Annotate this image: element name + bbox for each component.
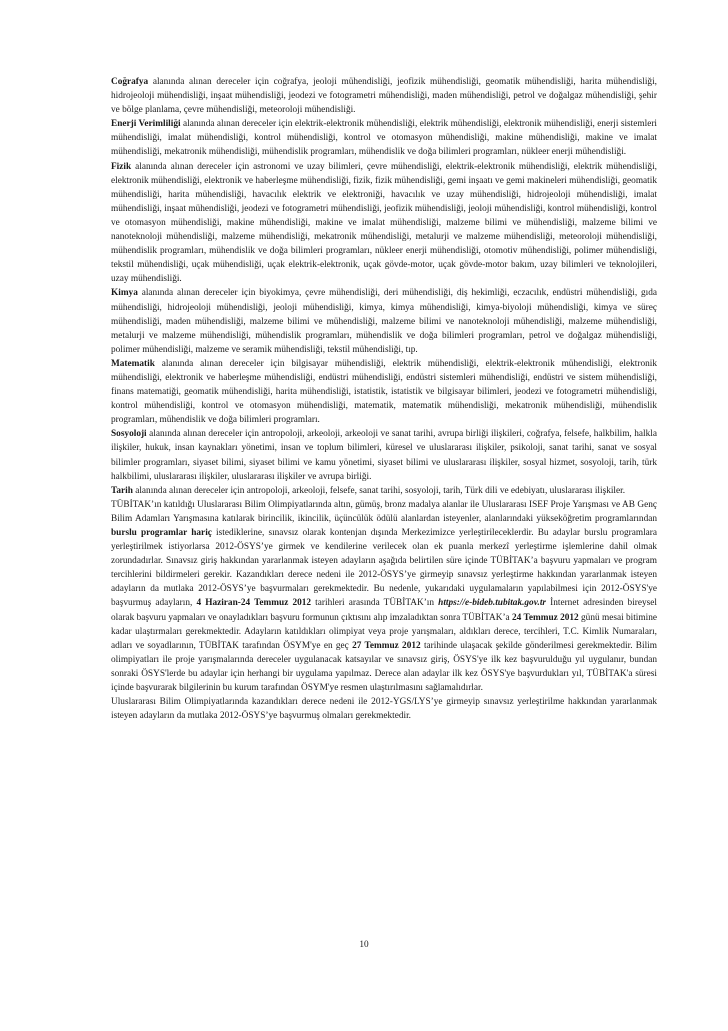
olympiad-text-3: tarihleri arasında TÜBİTAK’ın	[311, 598, 439, 609]
field-paragraph-cografya	[111, 75, 657, 117]
tubitak-url-link[interactable]: https://e-bideb.tubitak.gov.tr	[438, 598, 547, 609]
final-paragraph: Uluslararası Bilim Olimpiyatlarında kazandıkları derece nedeni ile 2012-YGS/LYS’ye girmeyip sınavsız yerleştirilme hakkından yararlanmak isteyen adayların da mutlaka 2012-ÖSYS’ye başvurmuş olmaları gerekmektedir.	[111, 697, 657, 722]
field-term: Tarih	[111, 485, 133, 496]
field-term: Kimya	[111, 288, 138, 299]
field-text: alanında alınan dereceler için biyokimya, çevre mühendisliği, deri mühendisliği, diş hekimliği, eczacılık, endüstri mühendisliği, gıda mühendisliği, hidrojeoloji mühendisliği, jeoloji mühendisliği, kimya, kimya mühendisliği, kimya-biyoloji mühendisliği, kimya ve süreç mühendisliği, maden mühendisliği, malzeme bilimi ve mühendisliği, malzeme bilimi ve nanoteknoloji mühendisliği, malzeme mühendisliği, metalurji ve malzeme mühendisliği, mühendislik programları, mühendislik ve doğa bilimleri programları, petrol ve doğalgaz mühendisliği, polimer mühendisliği, malzeme ve seramik mühendisliği, tekstil mühendisliği, tıp.	[111, 288, 657, 355]
field-term: Coğrafya	[111, 77, 149, 87]
field-text: alanında alınan dereceler için coğrafya, jeoloji mühendisliği, jeofizik mühendisliği, geomatik mühendisliği, harita mühendisliği, hidrojeoloji mühendisliği, inşaat mühendisliği, jeodezi ve fotogrametri mühendisliği, maden mühendisliği, petrol ve doğalgaz mühendisliği, şehir ve bölge planlama, çevre mühendisliği, meteoroloji mühendisliği.	[111, 77, 657, 116]
field-text: alanında alınan dereceler için astronomi ve uzay bilimleri, çevre mühendisliği, elektrik-elektronik mühendisliği, elektrik mühendisliği, elektronik mühendisliği, elektronik ve haberleşme mühendisliği, fizik, fizik mühendisliği, gemi inşaatı ve gemi makineleri mühendisliği, geomatik mühendisliği, harita mühendisliği, havacılık elektrik ve elektroniği, havacılık ve uzay mühendisliği, hidrojeoloji mühendisliği, imalat mühendisliği, inşaat mühendisliği, jeodezi ve fotogrametri mühendisliği, jeofizik mühendisliği, jeoloji mühendisliği, kontrol mühendisliği, kontrol ve otomasyon mühendisliği, makine mühendisliği, makine ve imalat mühendisliği, malzeme bilimi ve mühendisliği, malzeme bilimi ve nanoteknoloji mühendisliği, malzeme mühendisliği, mekatronik mühendisliği, metalurji ve malzeme mühendisliği, meteoroloji mühendisliği, mühendislik programları, mühendislik ve doğa bilimleri programları, nükleer enerji mühendisliği, otomotiv mühendisliği, polimer mühendisliği, tekstil mühendisliği, uçak mühendisliği, uçak elektrik-elektronik, uçak gövde-motor, uçak gövde-motor bakım, uzay bilimleri ve teknolojileri, uzay mühendisliği.	[111, 161, 657, 285]
field-paragraph-tarih	[111, 484, 657, 498]
field-paragraph-kimya	[111, 286, 657, 356]
olympiad-bold-deadline: 24 Temmuz 2012	[512, 612, 579, 623]
field-term: Matematik	[111, 358, 155, 369]
olympiad-text-1: TÜBİTAK’ın katıldığı Uluslararası Bilim Olimpiyatlarında altın, gümüş, bronz madalya alanlar ile Uluslararası ISEF Proje Yarışması ve AB Genç Bilim Adamları Yarışmasına katılarak birincilik, ikincilik, üçüncülük ödülü alanlardan isteyenler, alanlarındaki yükseköğretim programlarından	[111, 499, 657, 524]
olympiad-bold-exception: burslu programlar hariç	[111, 528, 212, 538]
field-term: Fizik	[111, 161, 132, 172]
field-term: Enerji Verimliliği	[111, 119, 181, 130]
field-text: alanında alınan dereceler için antropoloji, arkeoloji, arkeoloji ve sanat tarihi, avrupa birliği ilişkileri, coğrafya, felsefe, halkbilim, halkla ilişkiler, hukuk, insan kaynakları yönetimi, insan ve toplum bilimleri, küresel ve uluslararası ilişkiler, psikoloji, sanat tarihi, sanat ve sosyal bilimler programları, siyaset bilimi, siyaset bilimi ve kamu yönetimi, siyaset bilimi ve uluslararası ilişkiler, sosyal hizmet, sosyoloji, tarih, türk halkbilimi, uluslararası ilişkiler, uluslararası ilişkiler ve avrupa birliği.	[111, 429, 657, 482]
olympiad-text-4: İnternet adresinden bireysel olarak başvuru yapmaları ve onayladıkları başvuru formunun çıktısını alıp imzaladıktan sonra TÜBİTAK’a	[111, 598, 657, 623]
field-paragraph-matematik	[111, 357, 657, 427]
document-body	[111, 75, 657, 723]
field-paragraph-fizik	[111, 160, 657, 287]
olympiad-text-2: istediklerine, sınavsız olarak kontenjan dışında Merkezimizce yerleştirileceklerdir. Bu adaylar burslu programlara yerleştirilmek istiyorlarsa 2012-ÖSYS’ye girmek ve kendilerine verilecek olan ek puanla merkezî yerleştirme işlemlerine dahil olmak zorundadırlar. Sınavsız giriş hakkından yararlanmak isteyen adayların aşağıda belirtilen süre içinde TÜBİTAK’a başvuru yapmaları ve program tercihlerini bildirmeleri gerekir. Kazandıkları derece nedeni ile 2012-ÖSYS’ye girmeyip sınavsız yerleştirme hakkından yararlanmak isteyen adayların da mutlaka 2012-ÖSYS’ye başvurmaları gerekmektedir. Bu nedenle, yukarıdaki uygulamaların yapılabilmesi için 2012-ÖSYS'ye başvurmuş adayların,	[111, 528, 657, 609]
page-number: 10	[359, 940, 369, 950]
olympiad-text-5: günü mesai bitimine kadar ulaştırmaları gerekmektedir. Adayların katıldıkları olimpiyat veya proje yarışmaları, aldıkları derece, tercihleri, T.C. Kimlik Numaraları, adları ve soyadlarının, TÜBİTAK tarafından ÖSYM'ye en geç	[111, 612, 657, 651]
olympiad-bold-osym-date: 27 Temmuz 2012	[352, 640, 421, 651]
olympiad-text-6: tarihinde ulaşacak şekilde gönderilmesi gerekmektedir. Bilim olimpiyatları ile proje yarışmalarında dereceler uygulanacak katsayılar ve sınavsız giriş, ÖSYS'ye ilk kez başvurulduğu yıl uygulanır, bundan sonraki ÖSYS'lerde bu adaylar için herhangi bir uygulama yapılmaz. Derece alan adaylar ilk kez ÖSYS'ye başvurdukları yıl, TÜBİTAK'a süresi içinde başvurarak bilgilerinin bu kurum tarafından ÖSYM'ye resmen ulaştırılmasını sağlamalıdırlar.	[111, 640, 657, 694]
field-paragraph-sosyoloji	[111, 427, 657, 483]
field-text: alanında alınan dereceler için bilgisayar mühendisliği, elektrik mühendisliği, elektrik-elektronik mühendisliği, elektronik mühendisliği, elektronik ve haberleşme mühendisliği, endüstri mühendisliği, endüstri sistemleri mühendisliği, endüstri ve sistem mühendisliği, finans matematiği, geomatik mühendisliği, harita mühendisliği, istatistik, istatistik ve bilgisayar bilimleri, jeodezi ve fotogrametri mühendisliği, kontrol mühendisliği, kontrol ve otomasyon mühendisliği, matematik, matematik mühendisliği, mekatronik mühendisliği, mühendislik programları, mühendislik ve doğa bilimleri programları.	[111, 358, 657, 426]
field-text: alanında alınan dereceler için elektrik-elektronik mühendisliği, elektrik mühendisliği, elektronik mühendisliği, enerji sistemleri mühendisliği, imalat mühendisliği, kontrol mühendisliği, kontrol ve otomasyon mühendisliği, makine mühendisliği, makine ve imalat mühendisliği, mekatronik mühendisliği, mühendislik programları, mühendislik ve doğa bilimleri programları, nükleer enerji mühendisliği.	[111, 119, 657, 158]
olympiad-paragraph	[111, 498, 657, 695]
olympiad-bold-date-range: 4 Haziran-24 Temmuz 2012	[196, 598, 312, 609]
field-text: alanında alınan dereceler için antropoloji, arkeoloji, felsefe, sanat tarihi, sosyoloji, tarih, Türk dili ve edebiyatı, uluslararası ilişkiler.	[132, 485, 626, 496]
field-paragraph-enerji-verimliligi	[111, 117, 657, 159]
field-term: Sosyoloji	[111, 429, 147, 440]
